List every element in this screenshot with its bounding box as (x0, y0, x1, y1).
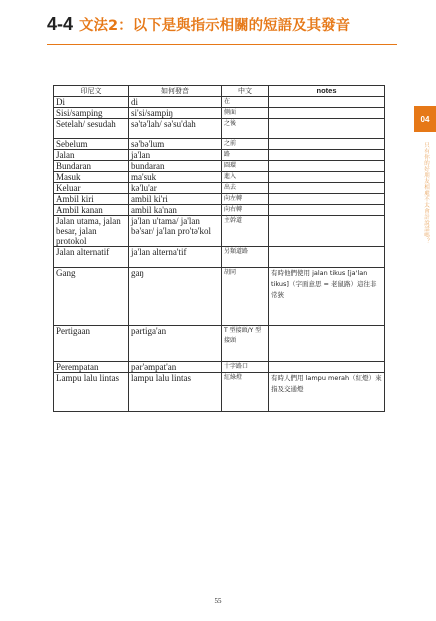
cell-notes (269, 326, 385, 362)
cell-pronunciation: kə'lu'ar (129, 183, 222, 194)
cell-indonesian: Jalan (54, 150, 129, 161)
column-header-chinese: 中文 (222, 86, 269, 97)
cell-notes (269, 362, 385, 373)
cell-pronunciation: sə'tə'lah/ sə'su'dah (129, 119, 222, 139)
column-header-indonesian: 印尼文 (54, 86, 129, 97)
cell-chinese: 十字路口 (222, 362, 269, 373)
cell-notes: 有時他們使用 jalan tikus [ja'lan tikus]（字面意思 = 老鼠路）這往非常狹 (269, 268, 385, 326)
cell-notes (269, 205, 385, 216)
cell-pronunciation: lampu lalu lintas (129, 373, 222, 412)
cell-indonesian: Ambil kiri (54, 194, 129, 205)
cell-pronunciation: gaŋ (129, 268, 222, 326)
table-body (54, 97, 385, 412)
cell-notes (269, 183, 385, 194)
cell-indonesian: Pertigaan (54, 326, 129, 362)
table-header-row (54, 86, 385, 97)
cell-indonesian: Sisi/samping (54, 108, 129, 119)
table-row (54, 183, 385, 194)
vocabulary-table (53, 85, 385, 412)
table-row (54, 161, 385, 172)
cell-indonesian: Jalan utama, jalan besar, jalan protokol (54, 216, 129, 247)
cell-chinese: 之前 (222, 139, 269, 150)
cell-pronunciation: ambil ka'nan (129, 205, 222, 216)
cell-chinese: 側面 (222, 108, 269, 119)
cell-pronunciation: sə'bə'lum (129, 139, 222, 150)
cell-chinese: 進入 (222, 172, 269, 183)
cell-chinese: 紅綠燈 (222, 373, 269, 412)
cell-pronunciation: pərtiga'an (129, 326, 222, 362)
cell-notes (269, 194, 385, 205)
cell-pronunciation: pər'əmpat'an (129, 362, 222, 373)
cell-chinese: 在 (222, 97, 269, 108)
table-row (54, 216, 385, 247)
cell-chinese: 之後 (222, 119, 269, 139)
cell-notes (269, 119, 385, 139)
cell-notes (269, 97, 385, 108)
table-row (54, 268, 385, 326)
cell-chinese: 路 (222, 150, 269, 161)
table-row (54, 139, 385, 150)
cell-chinese: 主幹道 (222, 216, 269, 247)
cell-chinese: T 型接頭/Y 型接頭 (222, 326, 269, 362)
cell-indonesian: Gang (54, 268, 129, 326)
cell-notes (269, 247, 385, 268)
page-header (47, 14, 407, 35)
cell-notes: 有時人們用 lampu merah（紅燈）來指及交通燈 (269, 373, 385, 412)
cell-indonesian: Sebelum (54, 139, 129, 150)
table-row (54, 247, 385, 268)
table-row (54, 205, 385, 216)
cell-notes (269, 139, 385, 150)
cell-indonesian: Lampu lalu lintas (54, 373, 129, 412)
cell-indonesian: Setelah/ sesudah (54, 119, 129, 139)
cell-chinese: 向左轉 (222, 194, 269, 205)
cell-notes (269, 216, 385, 247)
cell-indonesian: Perempatan (54, 362, 129, 373)
table-row (54, 108, 385, 119)
cell-pronunciation: ja'lan u'tama/ ja'lan bə'sar/ ja'lan pro'tə'kol (129, 216, 222, 247)
page-number: 55 (214, 597, 222, 605)
column-header-pronunciation: 如何發音 (129, 86, 222, 97)
header-divider (47, 44, 397, 45)
cell-chinese: 圓環 (222, 161, 269, 172)
cell-indonesian: Bundaran (54, 161, 129, 172)
cell-pronunciation: si'si/sampiŋ (129, 108, 222, 119)
column-header-notes: notes (269, 86, 385, 97)
table-row (54, 326, 385, 362)
table-row (54, 97, 385, 108)
cell-notes (269, 161, 385, 172)
chapter-tab[interactable]: 04 (414, 106, 436, 132)
cell-pronunciation: ja'lan (129, 150, 222, 161)
section-title: 文法2：以下是與指示相關的短語及其發音 (79, 18, 351, 34)
cell-pronunciation: bundaran (129, 161, 222, 172)
cell-chinese: 出去 (222, 183, 269, 194)
cell-indonesian: Masuk (54, 172, 129, 183)
cell-chinese: 胡同 (222, 268, 269, 326)
cell-pronunciation: ambil ki'ri (129, 194, 222, 205)
cell-chinese: 向右轉 (222, 205, 269, 216)
section-number: 4-4 (47, 14, 74, 34)
cell-pronunciation: di (129, 97, 222, 108)
cell-indonesian: Keluar (54, 183, 129, 194)
cell-pronunciation: ma'suk (129, 172, 222, 183)
table-row (54, 119, 385, 139)
cell-notes (269, 150, 385, 161)
cell-notes (269, 172, 385, 183)
table-row (54, 373, 385, 412)
table-row (54, 150, 385, 161)
cell-notes (269, 108, 385, 119)
cell-chinese: 另類道路 (222, 247, 269, 268)
table-row (54, 194, 385, 205)
chapter-side-caption: 只有你的好朋友相處不太會計說話嗎？ (423, 142, 429, 244)
cell-indonesian: Ambil kanan (54, 205, 129, 216)
cell-indonesian: Di (54, 97, 129, 108)
table-row (54, 172, 385, 183)
table-row (54, 362, 385, 373)
cell-pronunciation: ja'lan alterna'tif (129, 247, 222, 268)
cell-indonesian: Jalan alternatif (54, 247, 129, 268)
